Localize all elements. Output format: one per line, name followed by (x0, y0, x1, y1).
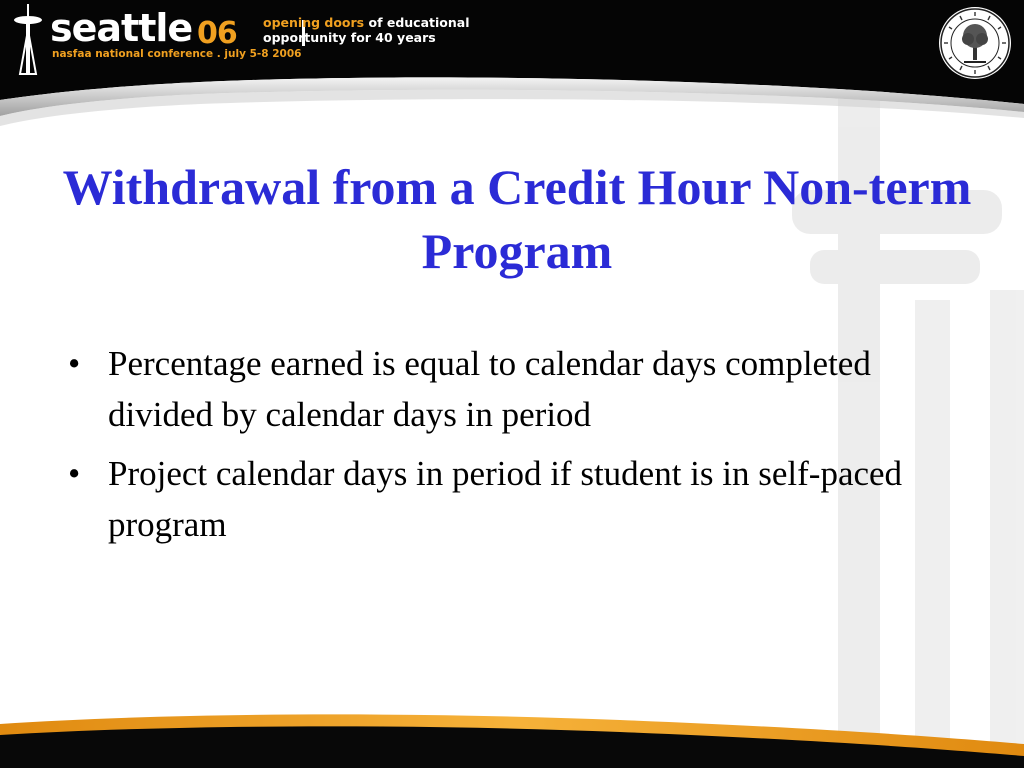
tagline-accent: opening doors (263, 15, 365, 30)
bullet-dot-icon: • (68, 454, 81, 493)
conference-tagline (263, 15, 470, 45)
tagline-line-2: opportunity for 40 years (263, 30, 436, 45)
bullet-item (66, 448, 916, 550)
bullet-dot-icon: • (68, 344, 81, 383)
brand-subtitle: nasfaa national conference . july 5-8 2006 (52, 48, 302, 60)
tagline-rest: of educational (364, 15, 470, 30)
bullet-item (66, 338, 916, 440)
bullet-text: Project calendar days in period if student is in self-paced program (108, 454, 903, 544)
bullet-list (66, 338, 916, 558)
brand-name: seattle (50, 6, 193, 50)
brand-year: 06 (197, 16, 237, 51)
slide-title: Withdrawal from a Credit Hour Non-term Program (62, 159, 972, 279)
department-of-education-seal-icon (938, 6, 1012, 80)
bullet-text: Percentage earned is equal to calendar days completed divided by calendar days in period (108, 344, 871, 434)
